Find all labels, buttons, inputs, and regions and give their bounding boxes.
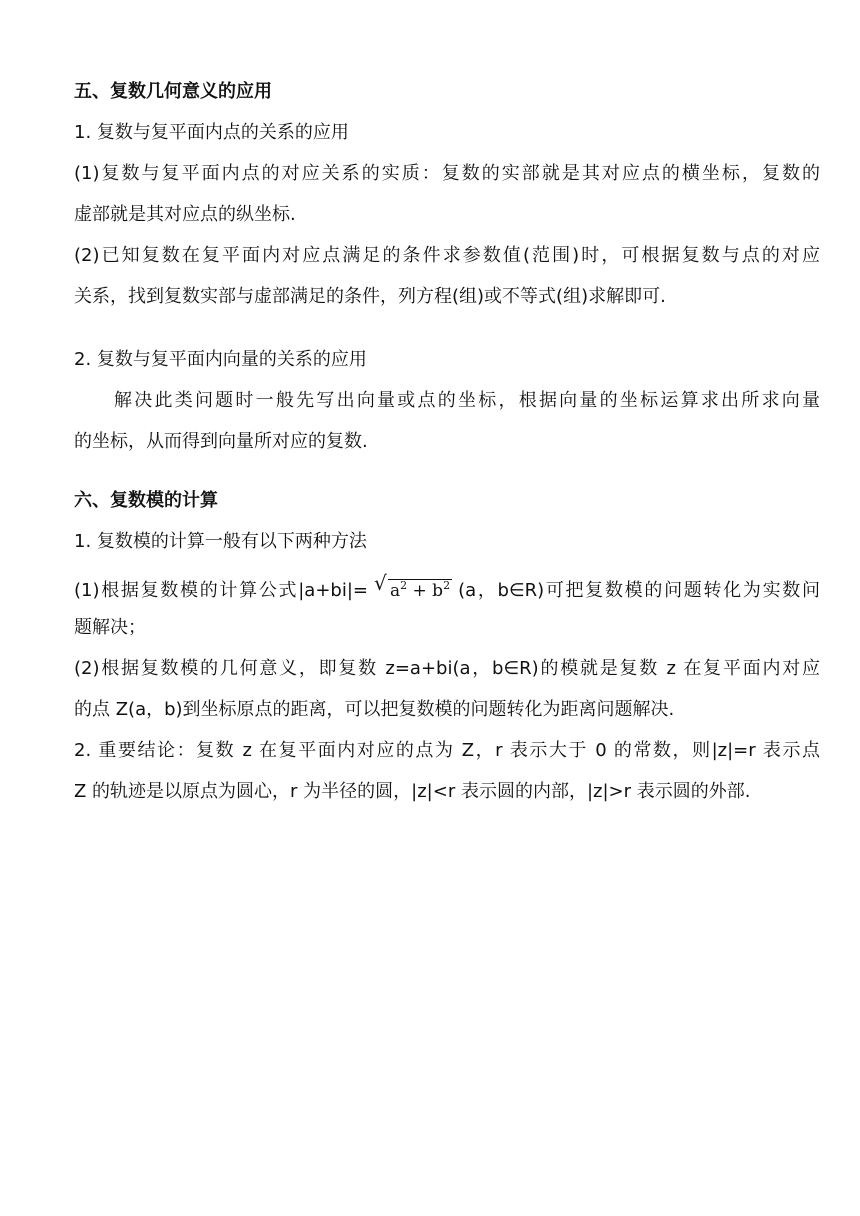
- section-6-item-1-para-2-line-1: (2)根据复数模的几何意义，即复数 z=a+bi(a，b∈R)的模就是复数 z 在复平面内对应: [74, 658, 820, 679]
- section-6-item-1-para-1-line-2: 题解决；: [74, 617, 146, 638]
- section-6-title: 六、复数模的计算: [74, 490, 218, 511]
- section-5-item-1-para-2-line-2: 关系，找到复数实部与虚部满足的条件，列方程(组)或不等式(组)求解即可.: [74, 286, 666, 307]
- formula-exponent-a: 2: [400, 579, 408, 592]
- section-6-item-2-line-1: 2. 重要结论：复数 z 在复平面内对应的点为 Z，r 表示大于 0 的常数，则|z|=r 表示点: [74, 740, 820, 761]
- section-5-item-2-para-line-1: 解决此类问题时一般先写出向量或点的坐标，根据向量的坐标运算求出所求向量: [114, 390, 820, 411]
- section-6-item-1-para-2-line-2: 的点 Z(a，b)到坐标原点的距离，可以把复数模的问题转化为距离问题解决.: [74, 699, 675, 720]
- section-5-item-1-para-2-line-1: (2)已知复数在复平面内对应点满足的条件求参数值(范围)时，可根据复数与点的对应: [74, 245, 820, 266]
- section-5-item-1-para-1-line-1: (1)复数与复平面内点的对应关系的实质：复数的实部就是其对应点的横坐标，复数的: [74, 163, 820, 184]
- formula-exponent-b: 2: [443, 579, 451, 592]
- section-6-item-1-heading: 1. 复数模的计算一般有以下两种方法: [74, 531, 367, 552]
- formula-radicand: [388, 579, 452, 601]
- section-5-item-1-para-1-line-2: 虚部就是其对应点的纵坐标.: [74, 204, 296, 225]
- formula-lead-text: (1)根据复数模的计算公式|a+bi|=: [74, 580, 368, 601]
- section-5-item-2-heading: 2. 复数与复平面内向量的关系的应用: [74, 349, 367, 370]
- section-6-item-1-para-1-line-1: [74, 571, 820, 603]
- section-5-title: 五、复数几何意义的应用: [74, 81, 272, 102]
- section-6-item-2-line-2: Z 的轨迹是以原点为圆心，r 为半径的圆，|z|<r 表示圆的内部，|z|>r 表示圆的外部.: [74, 781, 751, 802]
- formula-term-b: + b: [407, 581, 444, 601]
- modulus-formula: [373, 571, 452, 603]
- formula-term-a: a: [389, 581, 401, 601]
- square-root-sign: √: [373, 571, 387, 595]
- section-5-item-1-heading: 1. 复数与复平面内点的关系的应用: [74, 122, 349, 143]
- formula-trailing-text: (a，b∈R)可把复数模的问题转化为实数问: [458, 580, 820, 601]
- section-5-item-2-para-line-2: 的坐标，从而得到向量所对应的复数.: [74, 431, 368, 452]
